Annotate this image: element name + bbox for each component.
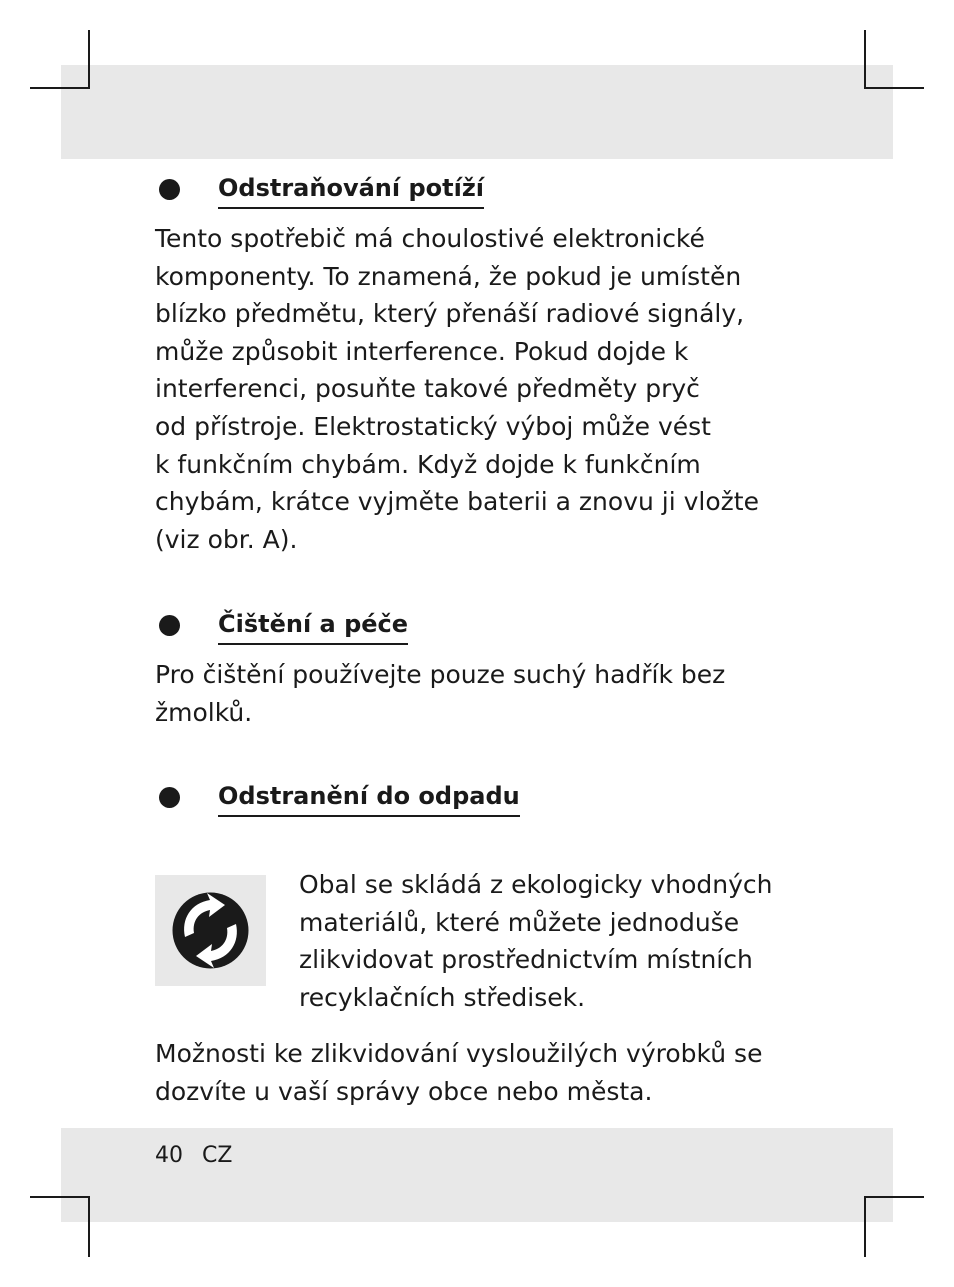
page-footer	[155, 1141, 232, 1171]
disposal-heading: Odstranění do odpadu	[218, 781, 520, 817]
packaging-text: Obal se skládá z ekologicky vhodných materiálů, které můžete jednoduše zlikvidovat prostřednictvím místních recyklačních středisek.	[299, 870, 773, 1012]
bullet-icon	[159, 179, 180, 200]
header-band	[61, 65, 893, 159]
troubleshooting-text: Tento spotřebič má choulostivé elektronické komponenty. To znamená, že pokud je umístěn blízko předmětu, který přenáší radiové signály, může způsobit interference. Pokud dojde k interferenci, posuňte takové předměty pryč od přístroje. Elektrostatický výboj může vést k funkčním chybám. Když dojde k funkčním chybám, krátce vyjměte baterii a znovu ji vložte (viz obr. A).	[155, 224, 759, 554]
cleaning-text: Pro čištění používejte pouze suchý hadřík bez žmolků.	[155, 660, 726, 727]
page-number: 40	[155, 1143, 183, 1168]
cleaning-heading: Čištění a péče	[218, 609, 408, 645]
bullet-icon	[159, 787, 180, 808]
language-code: CZ	[202, 1143, 233, 1168]
disposal-options-text: Možnosti ke zlikvidování vysloužilých výrobků se dozvíte u vaší správy obce nebo města.	[155, 1039, 763, 1106]
green-dot-recycling-icon	[155, 875, 266, 986]
troubleshooting-heading: Odstraňování potíží	[218, 173, 484, 209]
bullet-icon	[159, 615, 180, 636]
